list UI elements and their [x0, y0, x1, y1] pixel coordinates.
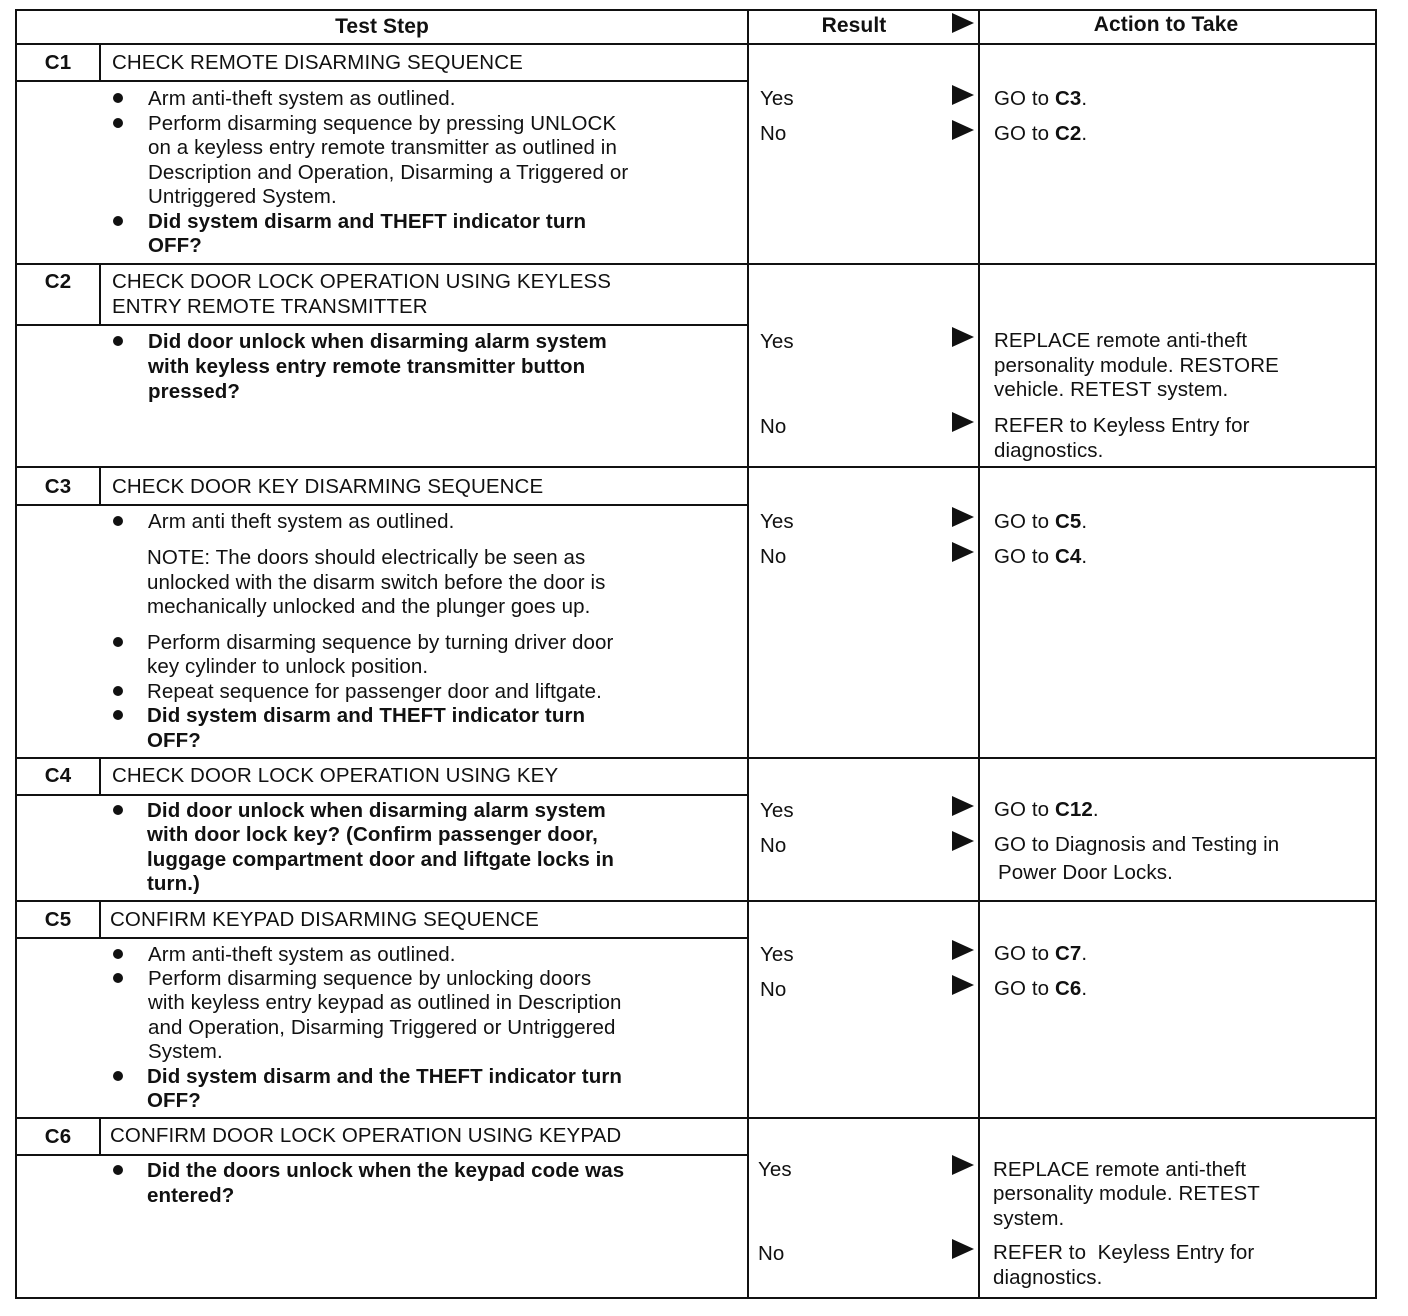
bullet-line: Untriggered System.	[148, 185, 337, 208]
step-id: C4	[44, 764, 72, 787]
question-line: luggage compartment door and liftgate locks in	[147, 848, 615, 871]
question-line: Did door unlock when disarming alarm system	[147, 799, 606, 822]
question-line: Did system disarm and THEFT indicator turn	[147, 704, 586, 727]
action-line: diagnostics.	[993, 1266, 1103, 1289]
row-rule-c3	[17, 466, 1375, 468]
arrow-icon	[952, 975, 974, 995]
bullet-icon	[113, 973, 123, 983]
result-column-rule	[747, 11, 749, 1297]
step-title: CHECK DOOR LOCK OPERATION USING KEY	[112, 764, 559, 787]
bullet-icon	[113, 216, 123, 226]
header-result: Result	[821, 14, 887, 37]
c3-title-rule	[17, 504, 747, 506]
c2-id-rule	[99, 263, 101, 325]
action-line: diagnostics.	[994, 439, 1104, 462]
result-label: Yes	[760, 510, 794, 533]
question-line: Did door unlock when disarming alarm system	[148, 330, 607, 353]
result-label: No	[760, 834, 787, 857]
action-line: REPLACE remote anti-theft	[994, 329, 1248, 352]
result-label: No	[760, 545, 787, 568]
arrow-icon	[952, 796, 974, 816]
bullet-line: Arm anti theft system as outlined.	[148, 510, 455, 533]
result-label: Yes	[760, 330, 794, 353]
result-label: Yes	[758, 1158, 792, 1181]
c2-title-rule	[17, 324, 747, 326]
action-line: vehicle. RETEST system.	[994, 378, 1229, 401]
bullet-icon	[113, 710, 123, 720]
question-line: turn.)	[147, 872, 200, 895]
c6-id-rule	[99, 1117, 101, 1155]
action-line: REFER to Keyless Entry for	[994, 414, 1250, 437]
arrow-icon	[952, 85, 974, 105]
action-line: Power Door Locks.	[998, 861, 1173, 884]
result-label: No	[758, 1242, 785, 1265]
bullet-icon	[113, 336, 123, 346]
arrow-icon	[952, 1155, 974, 1175]
step-id: C2	[44, 270, 72, 293]
bullet-line: and Operation, Disarming Triggered or Untriggered	[148, 1016, 616, 1039]
bullet-icon	[113, 516, 123, 526]
bullet-icon	[113, 686, 123, 696]
arrow-icon	[952, 1239, 974, 1259]
arrow-icon	[952, 120, 974, 140]
action-line: GO to C6.	[994, 977, 1088, 1000]
bullet-line: Arm anti-theft system as outlined.	[148, 87, 456, 110]
c4-title-rule	[17, 794, 747, 796]
action-line: GO to C5.	[994, 510, 1088, 533]
action-column-rule	[978, 11, 980, 1297]
result-label: Yes	[760, 87, 794, 110]
c1-title-rule	[17, 80, 747, 82]
action-line: REFER to Keyless Entry for	[993, 1241, 1255, 1264]
step-id: C1	[44, 51, 72, 74]
question-line: OFF?	[148, 234, 202, 257]
note-line: unlocked with the disarm switch before the door is	[147, 571, 606, 594]
bullet-line: Perform disarming sequence by pressing UNLOCK	[148, 112, 617, 135]
action-line: GO to C2.	[994, 122, 1088, 145]
step-title: CONFIRM KEYPAD DISARMING SEQUENCE	[110, 908, 539, 931]
bullet-icon	[113, 949, 123, 959]
action-line: GO to C4.	[994, 545, 1088, 568]
question-line: with keyless entry remote transmitter button	[148, 355, 586, 378]
action-line: GO to Diagnosis and Testing in	[994, 833, 1280, 856]
question-line: with door lock key? (Confirm passenger door,	[147, 823, 598, 846]
c3-id-rule	[99, 466, 101, 505]
step-reference: C6	[1054, 977, 1082, 1000]
arrow-icon	[952, 940, 974, 960]
bullet-icon	[113, 1071, 123, 1081]
question-line: OFF?	[147, 1089, 201, 1112]
action-line: personality module. RESTORE	[994, 354, 1279, 377]
arrow-icon	[952, 327, 974, 347]
c6-title-rule	[17, 1154, 747, 1156]
bullet-line: Perform disarming sequence by unlocking doors	[148, 967, 592, 990]
step-reference: C7	[1054, 942, 1082, 965]
bullet-line: Description and Operation, Disarming a Triggered or	[148, 161, 629, 184]
bullet-icon	[113, 118, 123, 128]
step-reference: C2	[1054, 122, 1082, 145]
result-label: Yes	[760, 943, 794, 966]
step-title: CHECK DOOR LOCK OPERATION USING KEYLESS	[112, 270, 612, 293]
row-rule-c5	[17, 900, 1375, 902]
arrow-icon	[952, 412, 974, 432]
step-id: C5	[44, 908, 72, 931]
bullet-line: key cylinder to unlock position.	[147, 655, 429, 678]
step-reference: C12	[1054, 798, 1093, 821]
note-line: NOTE: The doors should electrically be seen as	[147, 546, 586, 569]
step-id: C6	[44, 1125, 72, 1148]
arrow-icon	[952, 542, 974, 562]
question-line: entered?	[147, 1184, 235, 1207]
c4-id-rule	[99, 757, 101, 795]
action-line: GO to C7.	[994, 942, 1088, 965]
bullet-icon	[113, 93, 123, 103]
header-arrow-icon	[952, 13, 974, 33]
c5-id-rule	[99, 900, 101, 938]
header-rule	[17, 43, 1375, 45]
row-rule-c6	[17, 1117, 1375, 1119]
note-line: mechanically unlocked and the plunger goes up.	[147, 595, 591, 618]
question-line: Did the doors unlock when the keypad code was	[147, 1159, 625, 1182]
row-rule-c4	[17, 757, 1375, 759]
step-title: CONFIRM DOOR LOCK OPERATION USING KEYPAD	[110, 1124, 622, 1147]
bullet-icon	[113, 1165, 123, 1175]
question-line: OFF?	[147, 729, 201, 752]
result-label: No	[760, 415, 787, 438]
action-line: personality module. RETEST	[993, 1182, 1260, 1205]
arrow-icon	[952, 831, 974, 851]
step-title: CHECK REMOTE DISARMING SEQUENCE	[112, 51, 523, 74]
result-label: No	[760, 122, 787, 145]
step-title: CHECK DOOR KEY DISARMING SEQUENCE	[112, 475, 544, 498]
step-title: ENTRY REMOTE TRANSMITTER	[112, 295, 428, 318]
arrow-icon	[952, 507, 974, 527]
bullet-line: Arm anti-theft system as outlined.	[148, 943, 456, 966]
bullet-line: Perform disarming sequence by turning driver door	[147, 631, 614, 654]
step-reference: C3	[1054, 87, 1082, 110]
header-test-step: Test Step	[335, 15, 429, 38]
c1-id-rule	[99, 43, 101, 81]
header-action: Action to Take	[1093, 13, 1239, 36]
action-line: REPLACE remote anti-theft	[993, 1158, 1247, 1181]
c5-title-rule	[17, 937, 747, 939]
question-line: pressed?	[148, 380, 240, 403]
action-line: GO to C3.	[994, 87, 1088, 110]
action-line: GO to C12.	[994, 798, 1099, 821]
bullet-line: with keyless entry keypad as outlined in Description	[148, 991, 622, 1014]
bullet-icon	[113, 805, 123, 815]
result-label: Yes	[760, 799, 794, 822]
action-line: system.	[993, 1207, 1065, 1230]
bullet-icon	[113, 637, 123, 647]
step-reference: C4	[1054, 545, 1082, 568]
step-id: C3	[44, 475, 72, 498]
step-reference: C5	[1054, 510, 1082, 533]
row-rule-c2	[17, 263, 1375, 265]
bullet-line: System.	[148, 1040, 223, 1063]
bullet-line: Repeat sequence for passenger door and liftgate.	[147, 680, 602, 703]
result-label: No	[760, 978, 787, 1001]
question-line: Did system disarm and the THEFT indicator turn	[147, 1065, 623, 1088]
question-line: Did system disarm and THEFT indicator turn	[148, 210, 587, 233]
bullet-line: on a keyless entry remote transmitter as outlined in	[148, 136, 617, 159]
